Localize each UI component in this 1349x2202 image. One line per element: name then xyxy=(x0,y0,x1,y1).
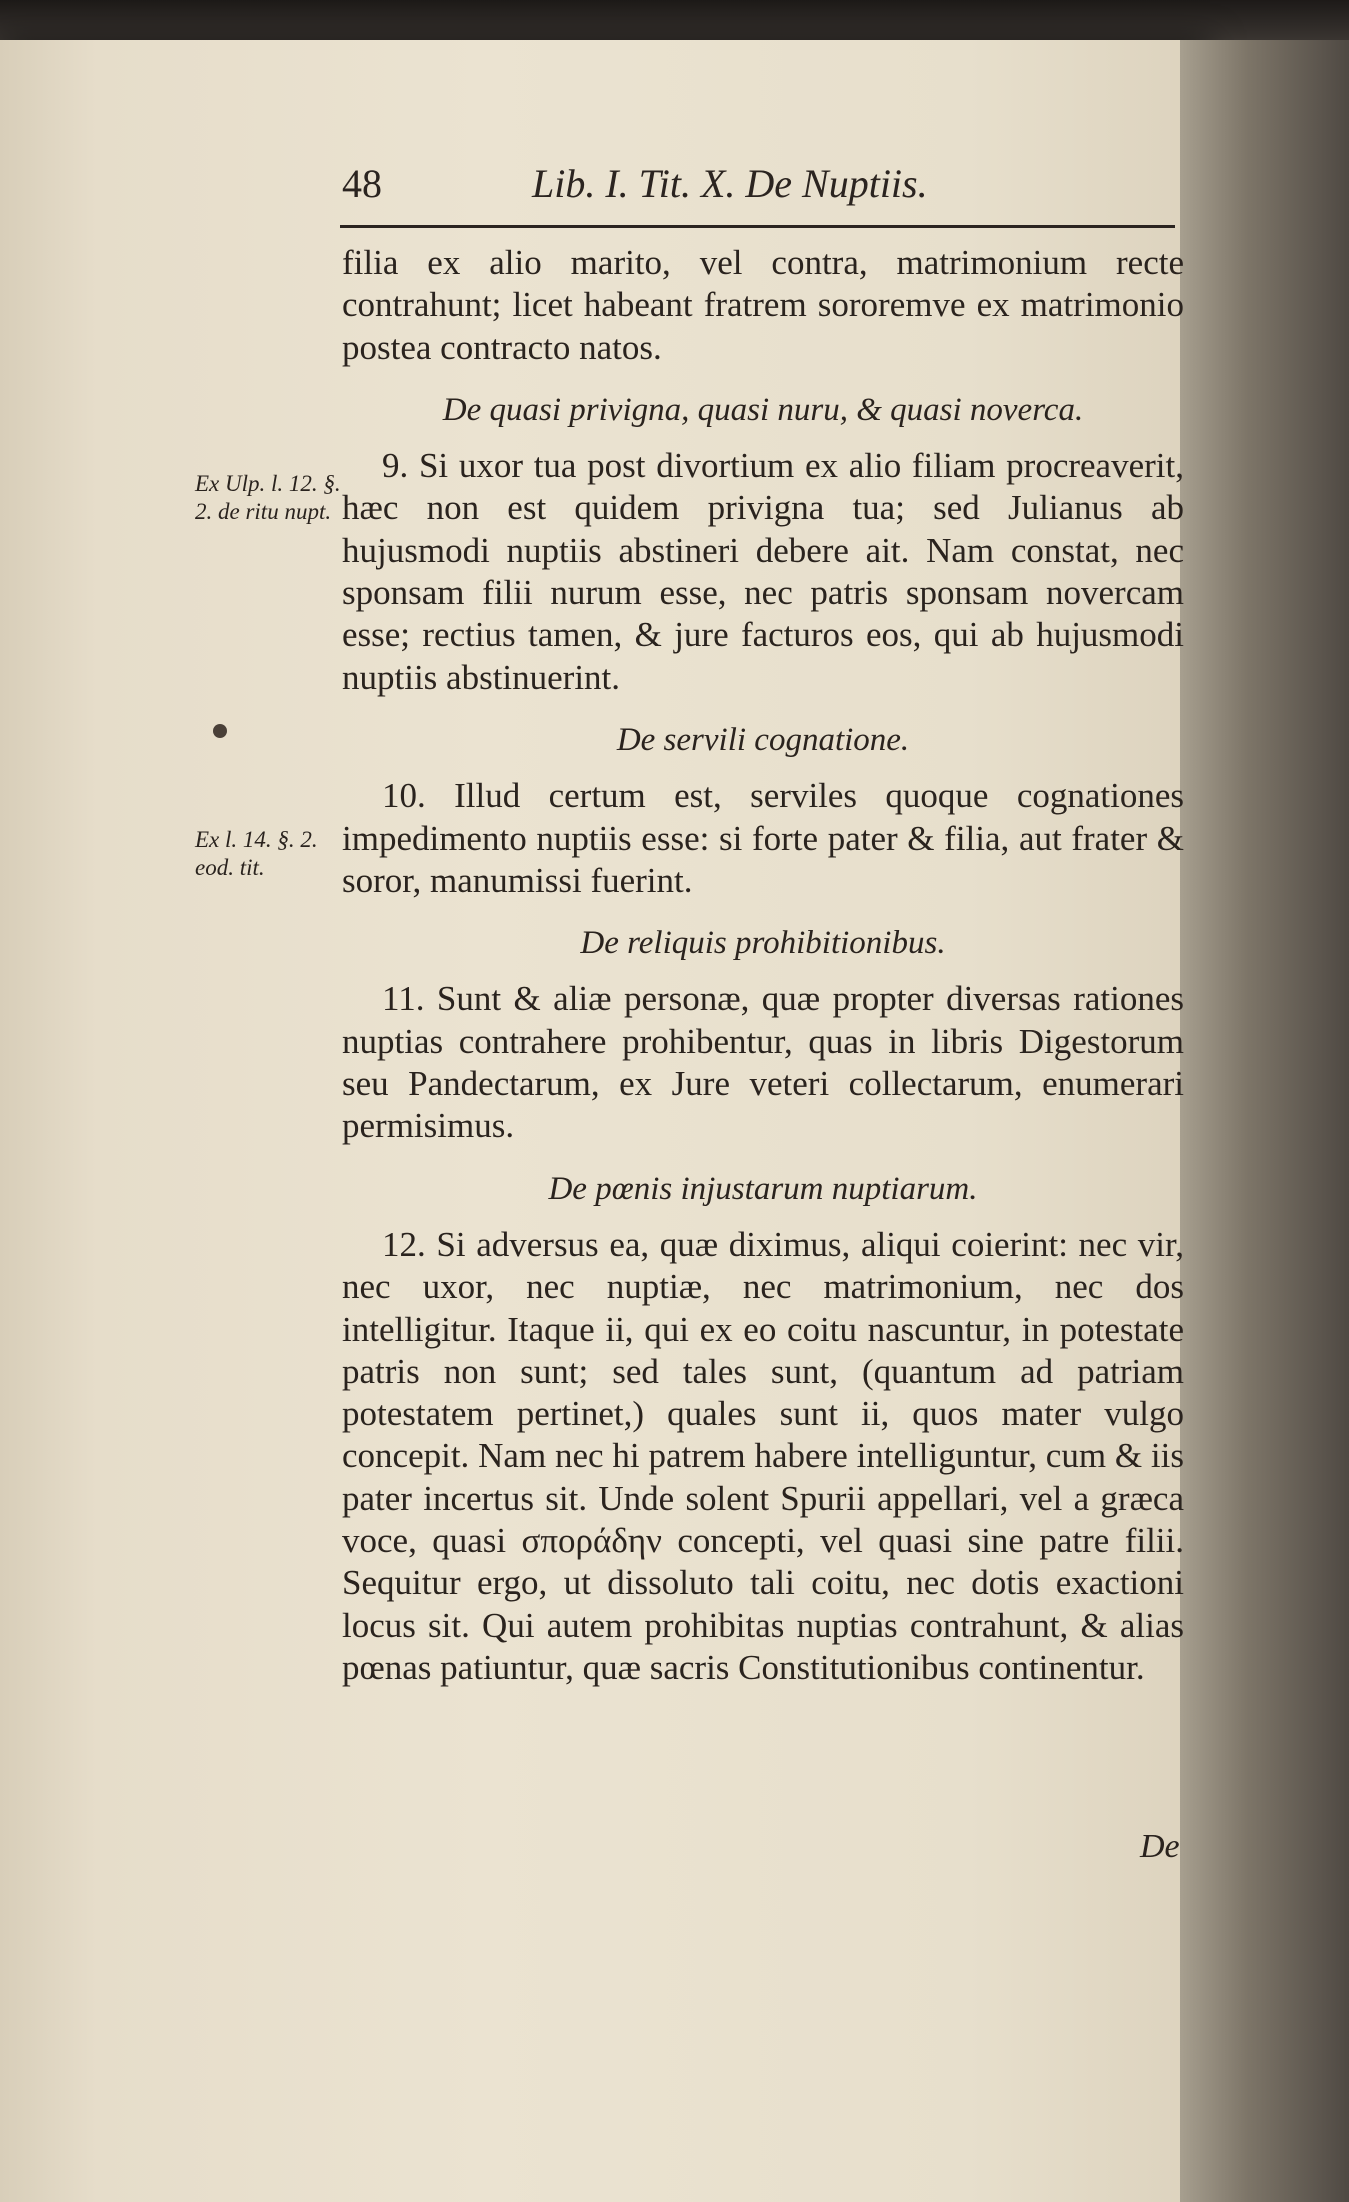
section-heading: De reliquis prohibitionibus. xyxy=(580,925,946,962)
paragraph: 11. Sunt & aliæ personæ, quæ propter diversas rationes nuptias contrahere prohibentur, quas in libris Digestorum seu Pandectarum, ex Jure veteri collectarum, enumerari permisimus. xyxy=(342,979,1184,1146)
section-heading: De servili cognatione. xyxy=(616,721,910,758)
paragraph: 10. Illud certum est, serviles quoque cognationes impedimento nuptiis esse: si forte pater & filia, aut frater & soror, manumissi fuerint. xyxy=(342,776,1184,900)
page-number: 48 xyxy=(342,161,382,206)
margin-note-eod-tit: Ex l. 14. §. 2. eod. tit. xyxy=(195,827,318,880)
margin-dot xyxy=(213,724,227,738)
section-heading: De pœnis injustarum nuptiarum. xyxy=(548,1170,978,1207)
paragraph: 12. Si adversus ea, quæ diximus, aliqui coierint: nec vir, nec uxor, nec nuptiæ, nec matrimonium, nec dos intelligitur. Itaque ii, qui ex eo coitu nascuntur, in potestate patris non sunt; sed tales sunt, (quantum ad patriam potestatem pertinet,) quales sunt ii, quos mater vulgo concepit. Nam nec hi patrem habere intelliguntur, cum & iis pater incertus sit. Unde solent Spurii appellari, vel a græca voce, quasi σποράδην concepti, vel quasi sine patre filii. Sequitur ergo, ut dissoluto tali coitu, nec dotis exactioni locus sit. Qui autem prohibitas nuptias contrahunt, & alias pœnas patiuntur, quæ sacris Constitutionibus continentur. xyxy=(342,1224,1184,1687)
page-body xyxy=(342,242,1184,1689)
paragraph: 9. Si uxor tua post divortium ex alio filiam procreaverit, hæc non est quidem privigna tua; sed Julianus ab hujusmodi nuptiis abstineri debere ait. Nam constat, nec sponsam filii nurum esse, nec patris sponsam novercam esse; rectius tamen, & jure facturos eos, qui ab hujusmodi nuptiis abstinuerint. xyxy=(342,446,1184,697)
page-header xyxy=(342,160,1172,210)
section-heading: De quasi privigna, quasi nuru, & quasi noverca. xyxy=(442,391,1084,428)
page-edge-shadow xyxy=(1180,40,1349,2202)
continuation-text: filia ex alio marito, vel contra, matrimonium recte contrahunt; licet habeant fratrem sororemve ex matrimonio postea contracto natos. xyxy=(342,243,1184,367)
header-rule xyxy=(340,225,1175,228)
catchword: De xyxy=(1140,1828,1180,1865)
running-title: Lib. I. Tit. X. De Nuptiis. xyxy=(532,161,928,206)
margin-note-ulpian: Ex Ulp. l. 12. §. 2. de ritu nupt. xyxy=(195,471,341,524)
